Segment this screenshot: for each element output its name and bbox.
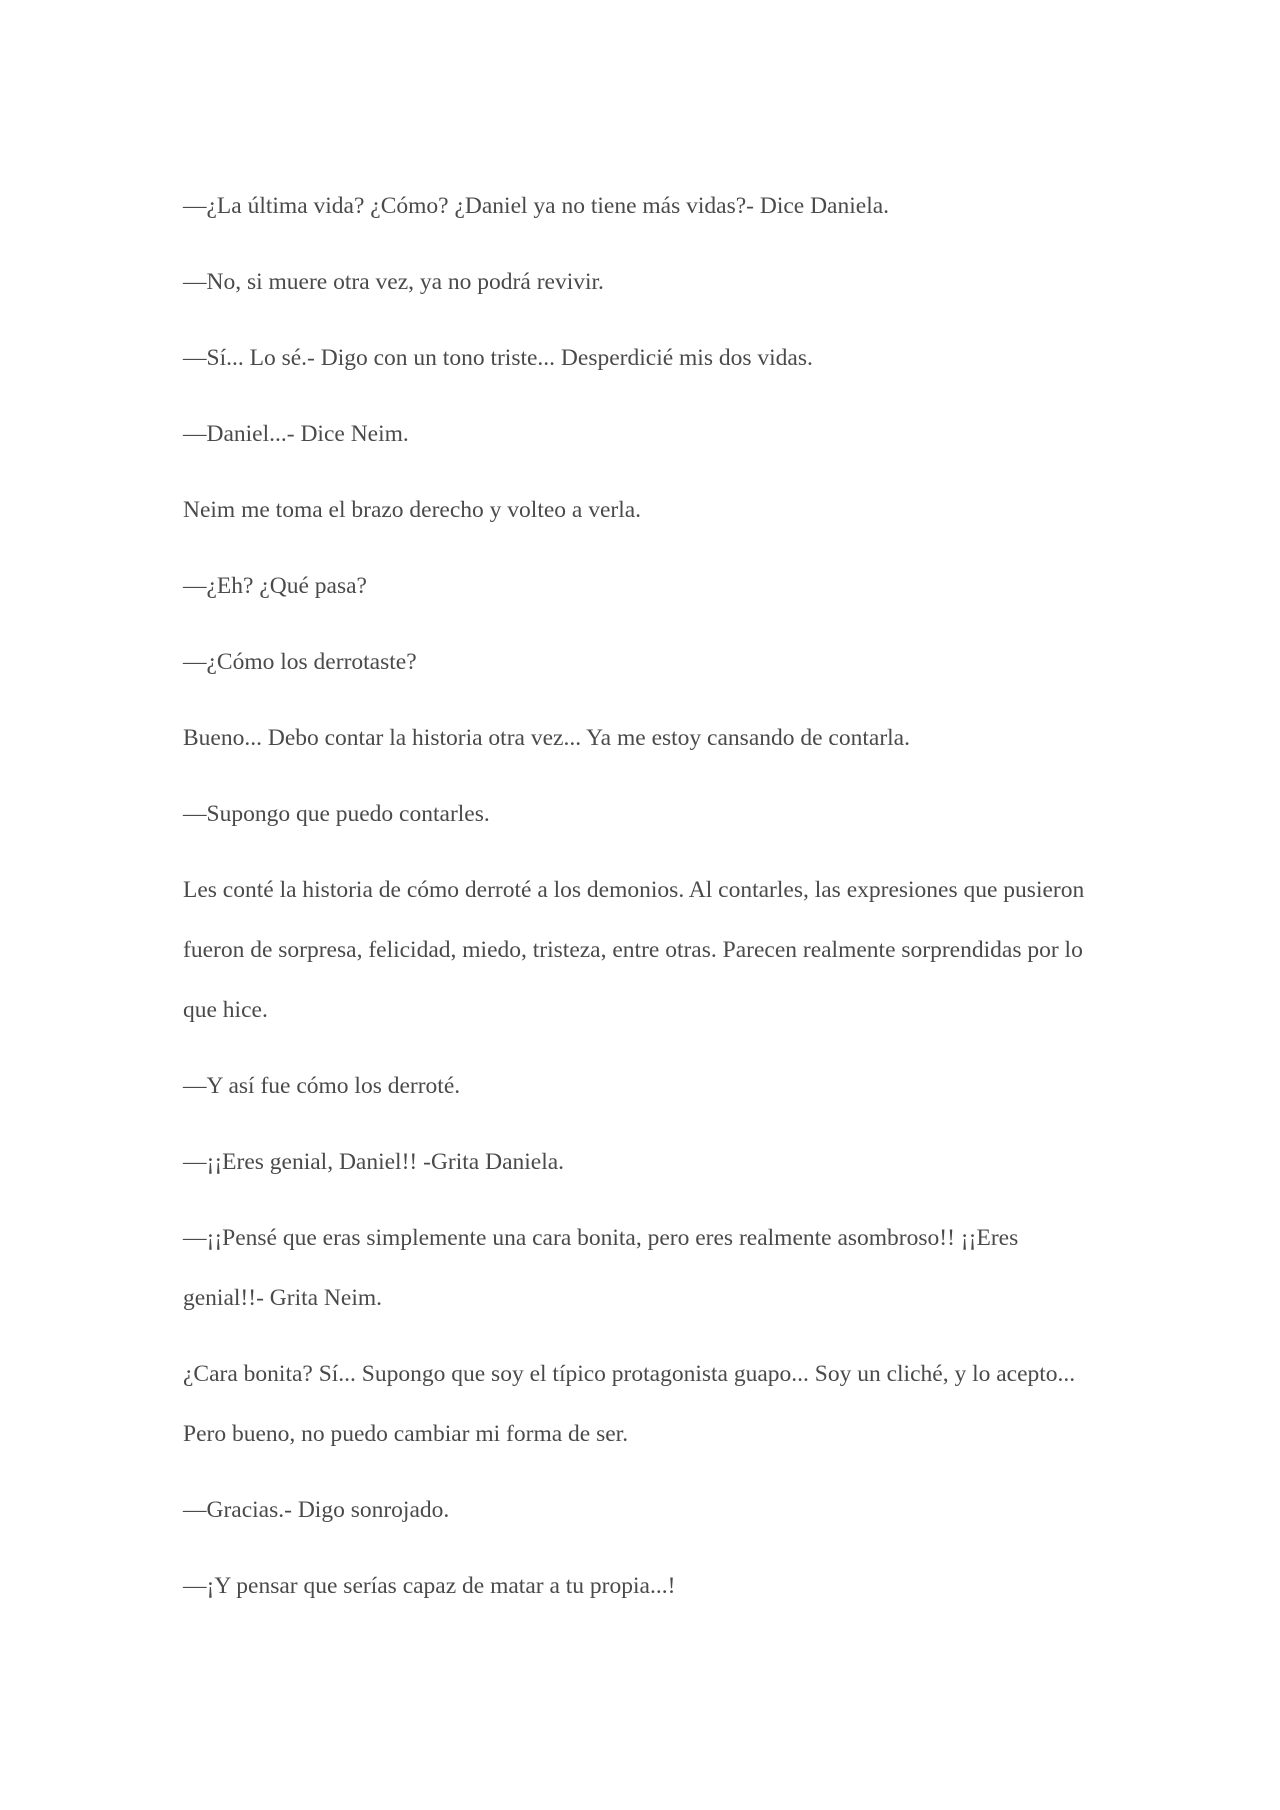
paragraph: —¡Y pensar que serías capaz de matar a tu propia...!: [183, 1573, 676, 1599]
paragraph: —Gracias.- Digo sonrojado.: [183, 1497, 450, 1523]
paragraph: ¿Cara bonita? Sí... Supongo que soy el típico protagonista guapo... Soy un cliché, y lo acepto... Pero bueno, no puedo cambiar mi forma de ser.: [183, 1361, 1076, 1447]
paragraph: —¡¡Pensé que eras simplemente una cara bonita, pero eres realmente asombroso!! ¡¡Eres genial!!- Grita Neim.: [183, 1225, 1019, 1311]
paragraph: —¡¡Eres genial, Daniel!! -Grita Daniela.: [183, 1149, 565, 1175]
paragraph: —Supongo que puedo contarles.: [183, 801, 490, 827]
paragraph: Neim me toma el brazo derecho y volteo a verla.: [183, 497, 642, 523]
paragraph: —Daniel...- Dice Neim.: [183, 421, 409, 447]
paragraph: Les conté la historia de cómo derroté a los demonios. Al contarles, las expresiones que pusieron fueron de sorpresa, felicidad, miedo, tristeza, entre otras. Parecen realmente sorprendidas por lo que hice.: [183, 877, 1085, 1023]
paragraph: —Sí... Lo sé.- Digo con un tono triste... Desperdicié mis dos vidas.: [183, 345, 813, 371]
paragraph: —¿Cómo los derrotaste?: [183, 649, 417, 675]
paragraph: —¿Eh? ¿Qué pasa?: [183, 573, 367, 599]
paragraph: —No, si muere otra vez, ya no podrá revivir.: [183, 269, 604, 295]
paragraph: —Y así fue cómo los derroté.: [183, 1073, 461, 1099]
paragraph: Bueno... Debo contar la historia otra vez... Ya me estoy cansando de contarla.: [183, 725, 910, 751]
document-body: [183, 176, 1103, 1632]
paragraph: —¿La última vida? ¿Cómo? ¿Daniel ya no tiene más vidas?- Dice Daniela.: [183, 193, 890, 219]
